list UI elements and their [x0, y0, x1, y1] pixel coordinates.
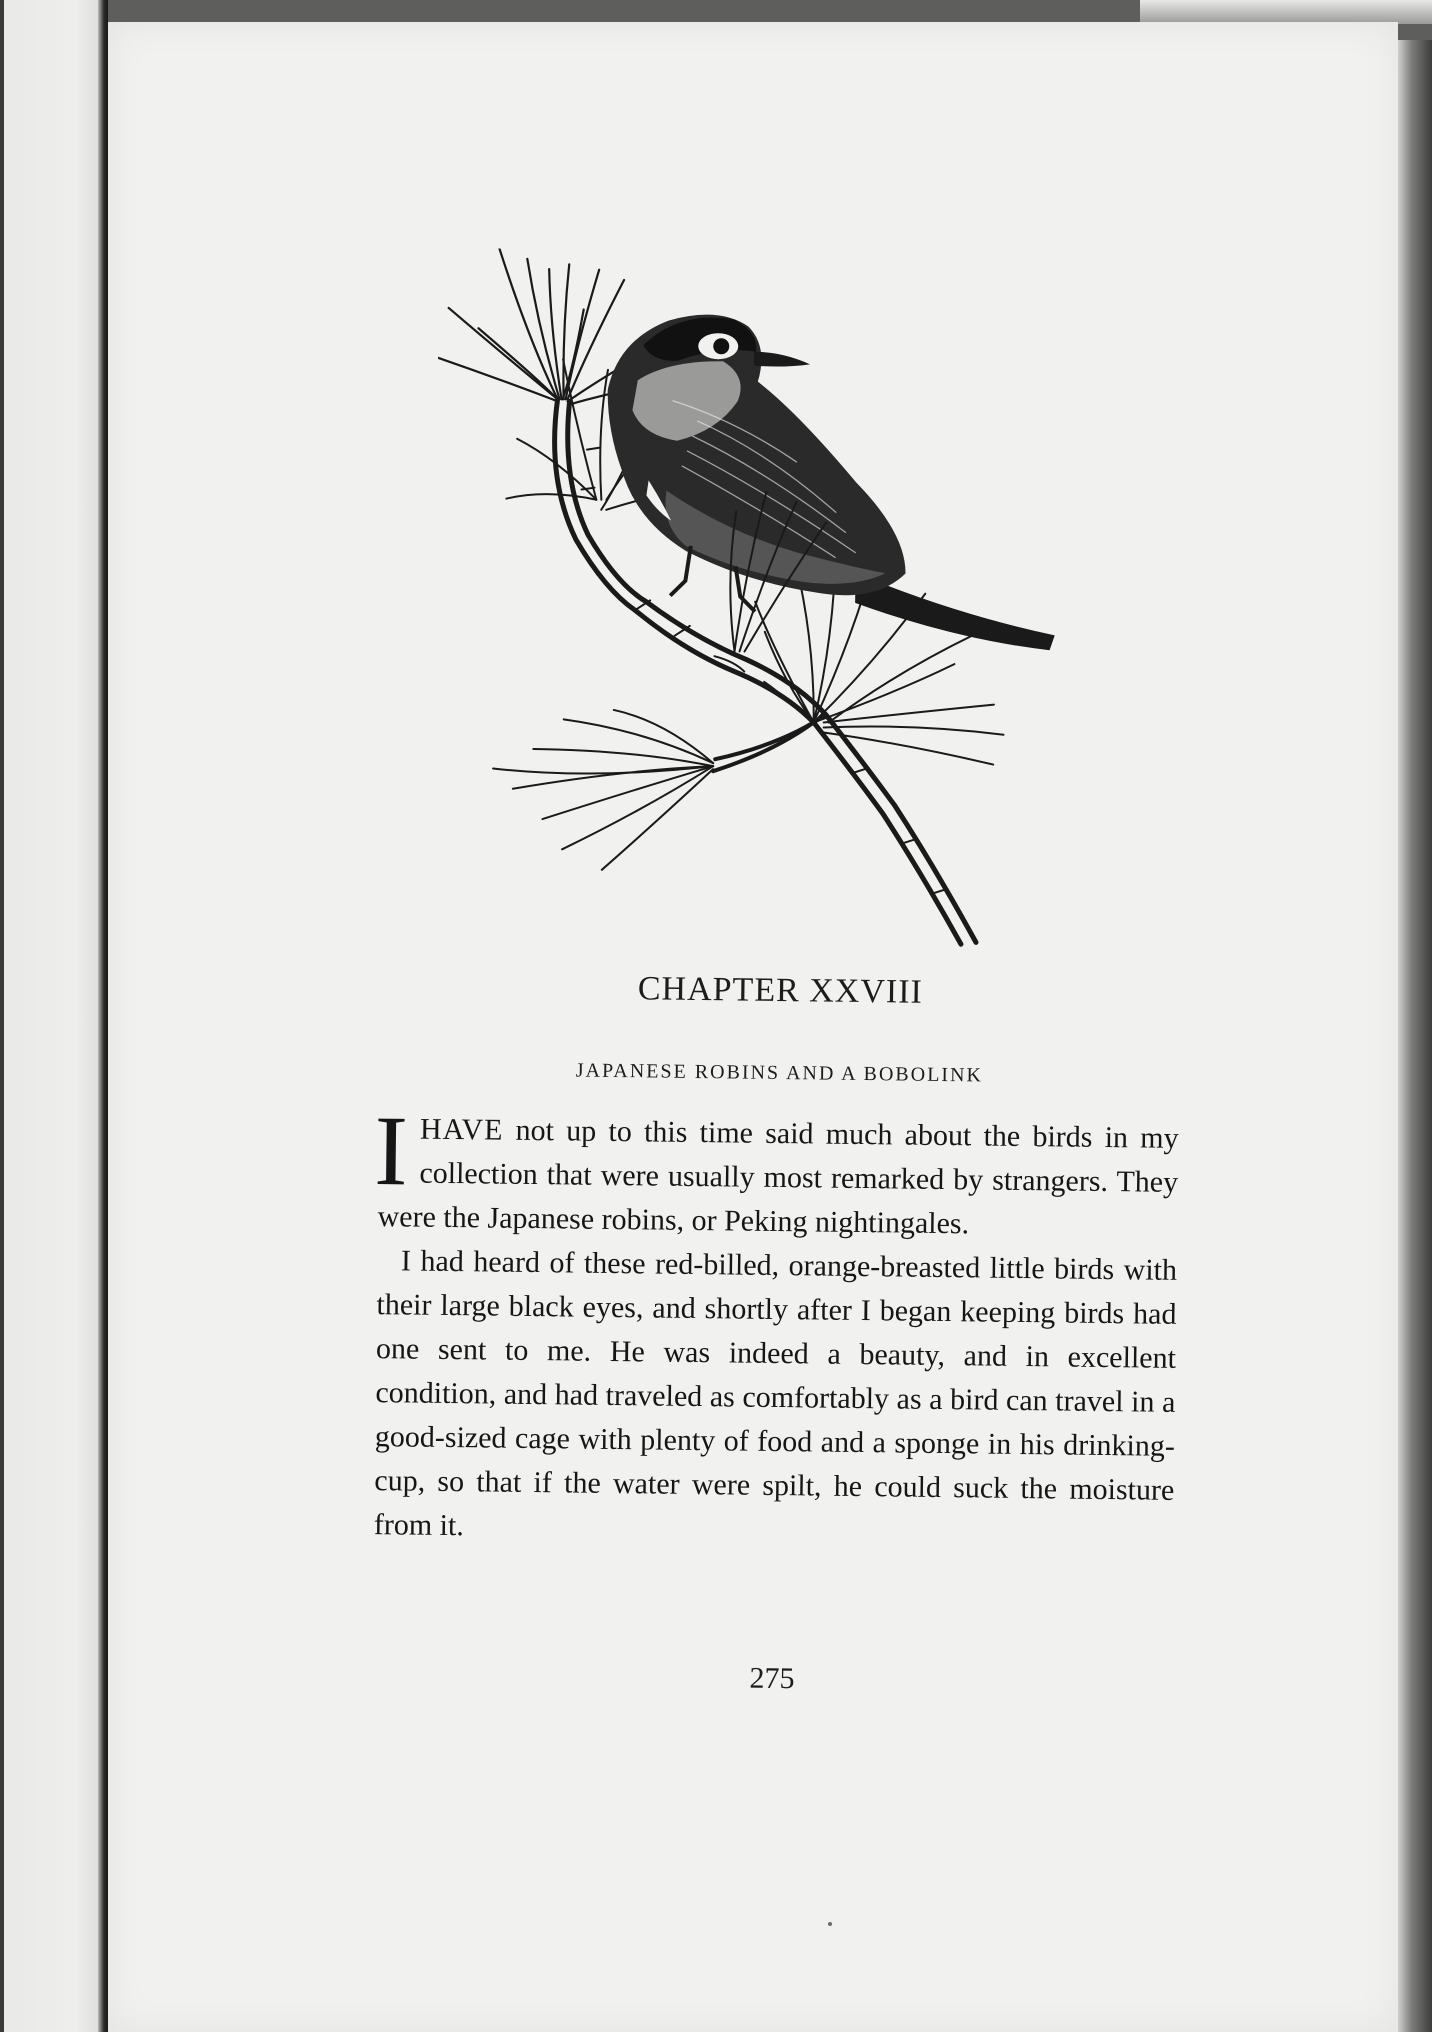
paper-speck: [828, 1922, 832, 1926]
book-gutter: [98, 0, 108, 2032]
chapter-title: CHAPTER XXVIII: [637, 970, 924, 1011]
bird-illustration: [431, 248, 1120, 956]
paragraph-1-caps: HAVE: [419, 1112, 504, 1147]
paragraph-1: [373, 1095, 1179, 1249]
chapter-subtitle: JAPANESE ROBINS AND A BOBOLINK: [575, 1059, 984, 1087]
page-number: 275: [749, 1661, 795, 1696]
top-page-strip: [1140, 0, 1432, 24]
page-right-edge: [1398, 40, 1432, 2032]
chapter-body: [373, 1095, 1179, 1557]
bird-figure: [605, 313, 1059, 650]
page-content: [371, 17, 1222, 1747]
paragraph-2: I had heard of these red-billed, orange-breasted little birds with their large black eyes, and shortly after I began keeping birds had one sent to me. He was indeed a beauty, and in excellent condition, and had traveled as comfortably as a bird can travel in a good-sized cage with plenty of food and a sponge in his drinking-cup, so that if the water were spilt, he could suck the moisture from it.: [373, 1244, 1178, 1543]
left-facing-page: [0, 0, 108, 2032]
drop-cap: I: [373, 1095, 409, 1207]
lower-branch: [713, 713, 826, 772]
left-page-edge: [0, 0, 4, 2032]
pine-needles-lower-left: [492, 708, 714, 871]
paragraph-1-text: not up to this time said much about the birds in my collection that were usually most remarked by strangers. They were the Japanese robins, or Peking nightingales.: [377, 1113, 1179, 1241]
book-page: [108, 22, 1398, 2032]
